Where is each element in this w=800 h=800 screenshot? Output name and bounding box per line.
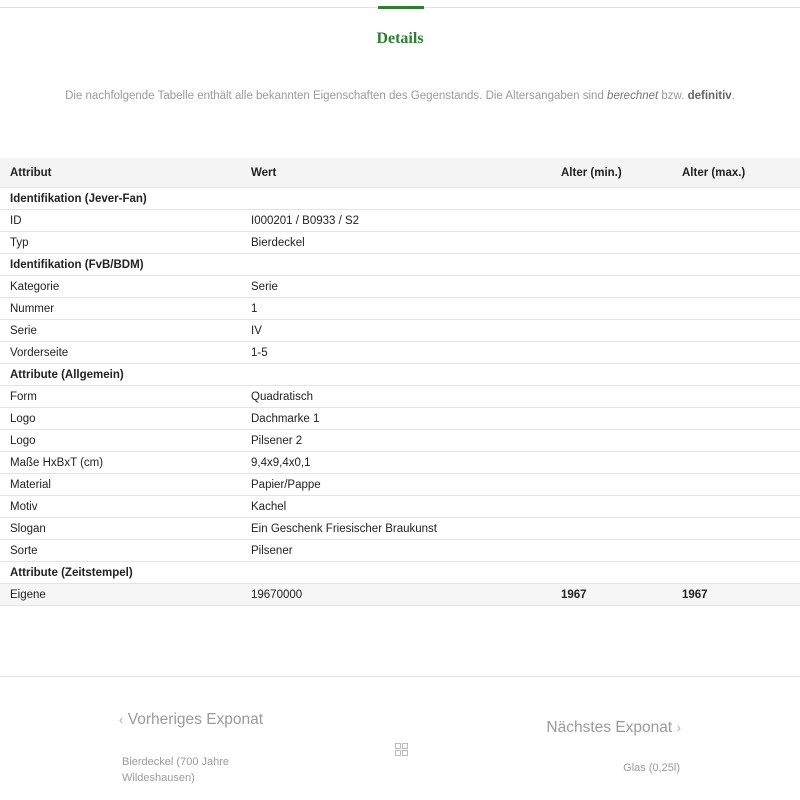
intro-text-start: Die nachfolgende Tabelle enthält alle bekannten Eigenschaften des Gegenstands. Die Altersangaben sind [65,90,608,102]
cell-attribute: Motiv [0,496,241,518]
cell-age-max [672,496,800,518]
cell-age-max [672,474,800,496]
previous-exhibit-title[interactable]: Bierdeckel (700 Jahre Wildeshausen) [122,756,230,784]
column-header-age-max: Alter (max.) [672,158,800,188]
cell-attribute: Maße HxBxT (cm) [0,452,241,474]
table-section-row [0,254,800,276]
cell-attribute: ID [0,210,241,232]
cell-age-max [672,298,800,320]
table-row [0,474,800,496]
cell-value: Pilsener [241,540,551,562]
cell-attribute: Vorderseite [0,342,241,364]
table-row [0,496,800,518]
bottom-divider [0,676,800,677]
intro-text-definitive: definitiv [687,90,732,102]
section-label: Identifikation (FvB/BDM) [0,254,800,276]
cell-age-min [551,232,672,254]
cell-value: Kachel [241,496,551,518]
cell-age-min [551,408,672,430]
section-label: Identifikation (Jever-Fan) [0,188,800,210]
cell-age-max [672,386,800,408]
cell-attribute: Material [0,474,241,496]
grid-icon[interactable] [395,743,408,756]
cell-attribute: Form [0,386,241,408]
section-label: Attribute (Zeitstempel) [0,562,800,584]
cell-age-min [551,540,672,562]
cell-value: IV [241,320,551,342]
cell-value: I000201 / B0933 / S2 [241,210,551,232]
next-exhibit-label[interactable]: Nächstes Exponat [546,719,673,736]
cell-age-min [551,518,672,540]
cell-age-min [551,496,672,518]
cell-age-max [672,518,800,540]
cell-attribute: Eigene [0,584,241,606]
table-row [0,386,800,408]
next-exhibit-title[interactable]: Glas (0,25l) [623,762,680,774]
next-exhibit-link[interactable] [546,719,681,737]
previous-exhibit-link[interactable] [119,711,263,729]
cell-value: Serie [241,276,551,298]
active-tab-indicator [378,6,424,9]
column-header-age-min: Alter (min.) [551,158,672,188]
table-section-row [0,188,800,210]
cell-attribute: Serie [0,320,241,342]
column-header-attribute: Attribut [0,158,241,188]
table-row [0,540,800,562]
cell-age-max [672,210,800,232]
cell-value: Bierdeckel [241,232,551,254]
intro-text-calculated: berechnet [607,90,659,102]
cell-attribute: Logo [0,408,241,430]
table-row [0,210,800,232]
table-row [0,276,800,298]
table-row [0,342,800,364]
cell-age-min [551,210,672,232]
cell-age-min [551,298,672,320]
cell-age-min: 1967 [551,584,672,606]
cell-age-min [551,474,672,496]
cell-age-max [672,452,800,474]
cell-attribute: Sorte [0,540,241,562]
cell-attribute: Slogan [0,518,241,540]
cell-value: Dachmarke 1 [241,408,551,430]
table-row [0,518,800,540]
cell-age-min [551,430,672,452]
cell-age-min [551,452,672,474]
section-label: Attribute (Allgemein) [0,364,800,386]
intro-text [0,90,800,102]
cell-attribute: Typ [0,232,241,254]
cell-age-max [672,232,800,254]
cell-value: Papier/Pappe [241,474,551,496]
table-row [0,452,800,474]
cell-value: Ein Geschenk Friesischer Braukunst [241,518,551,540]
cell-age-max [672,342,800,364]
table-row [0,232,800,254]
table-row [0,408,800,430]
cell-value: 1 [241,298,551,320]
table-header-row [0,158,800,188]
cell-age-max [672,408,800,430]
cell-age-min [551,276,672,298]
cell-age-max [672,320,800,342]
table-section-row [0,364,800,386]
cell-age-min [551,342,672,364]
chevron-left-icon: ‹ [119,712,124,727]
chevron-right-icon: › [676,720,681,735]
cell-attribute: Kategorie [0,276,241,298]
table-row [0,584,800,606]
properties-table [0,158,800,606]
cell-age-max: 1967 [672,584,800,606]
cell-value: 9,4x9,4x0,1 [241,452,551,474]
table-row [0,298,800,320]
column-header-value: Wert [241,158,551,188]
table-row [0,430,800,452]
cell-age-max [672,276,800,298]
table-row [0,320,800,342]
cell-attribute: Logo [0,430,241,452]
cell-age-max [672,540,800,562]
cell-value: Quadratisch [241,386,551,408]
cell-value: 19670000 [241,584,551,606]
cell-value: 1-5 [241,342,551,364]
cell-age-max [672,430,800,452]
intro-text-end: . [731,90,735,102]
cell-age-min [551,320,672,342]
table-body [0,188,800,606]
intro-text-middle: bzw. [658,90,688,102]
previous-exhibit-label[interactable]: Vorheriges Exponat [127,711,264,728]
section-title: Details [376,30,424,47]
cell-value: Pilsener 2 [241,430,551,452]
table-section-row [0,562,800,584]
cell-attribute: Nummer [0,298,241,320]
cell-age-min [551,386,672,408]
